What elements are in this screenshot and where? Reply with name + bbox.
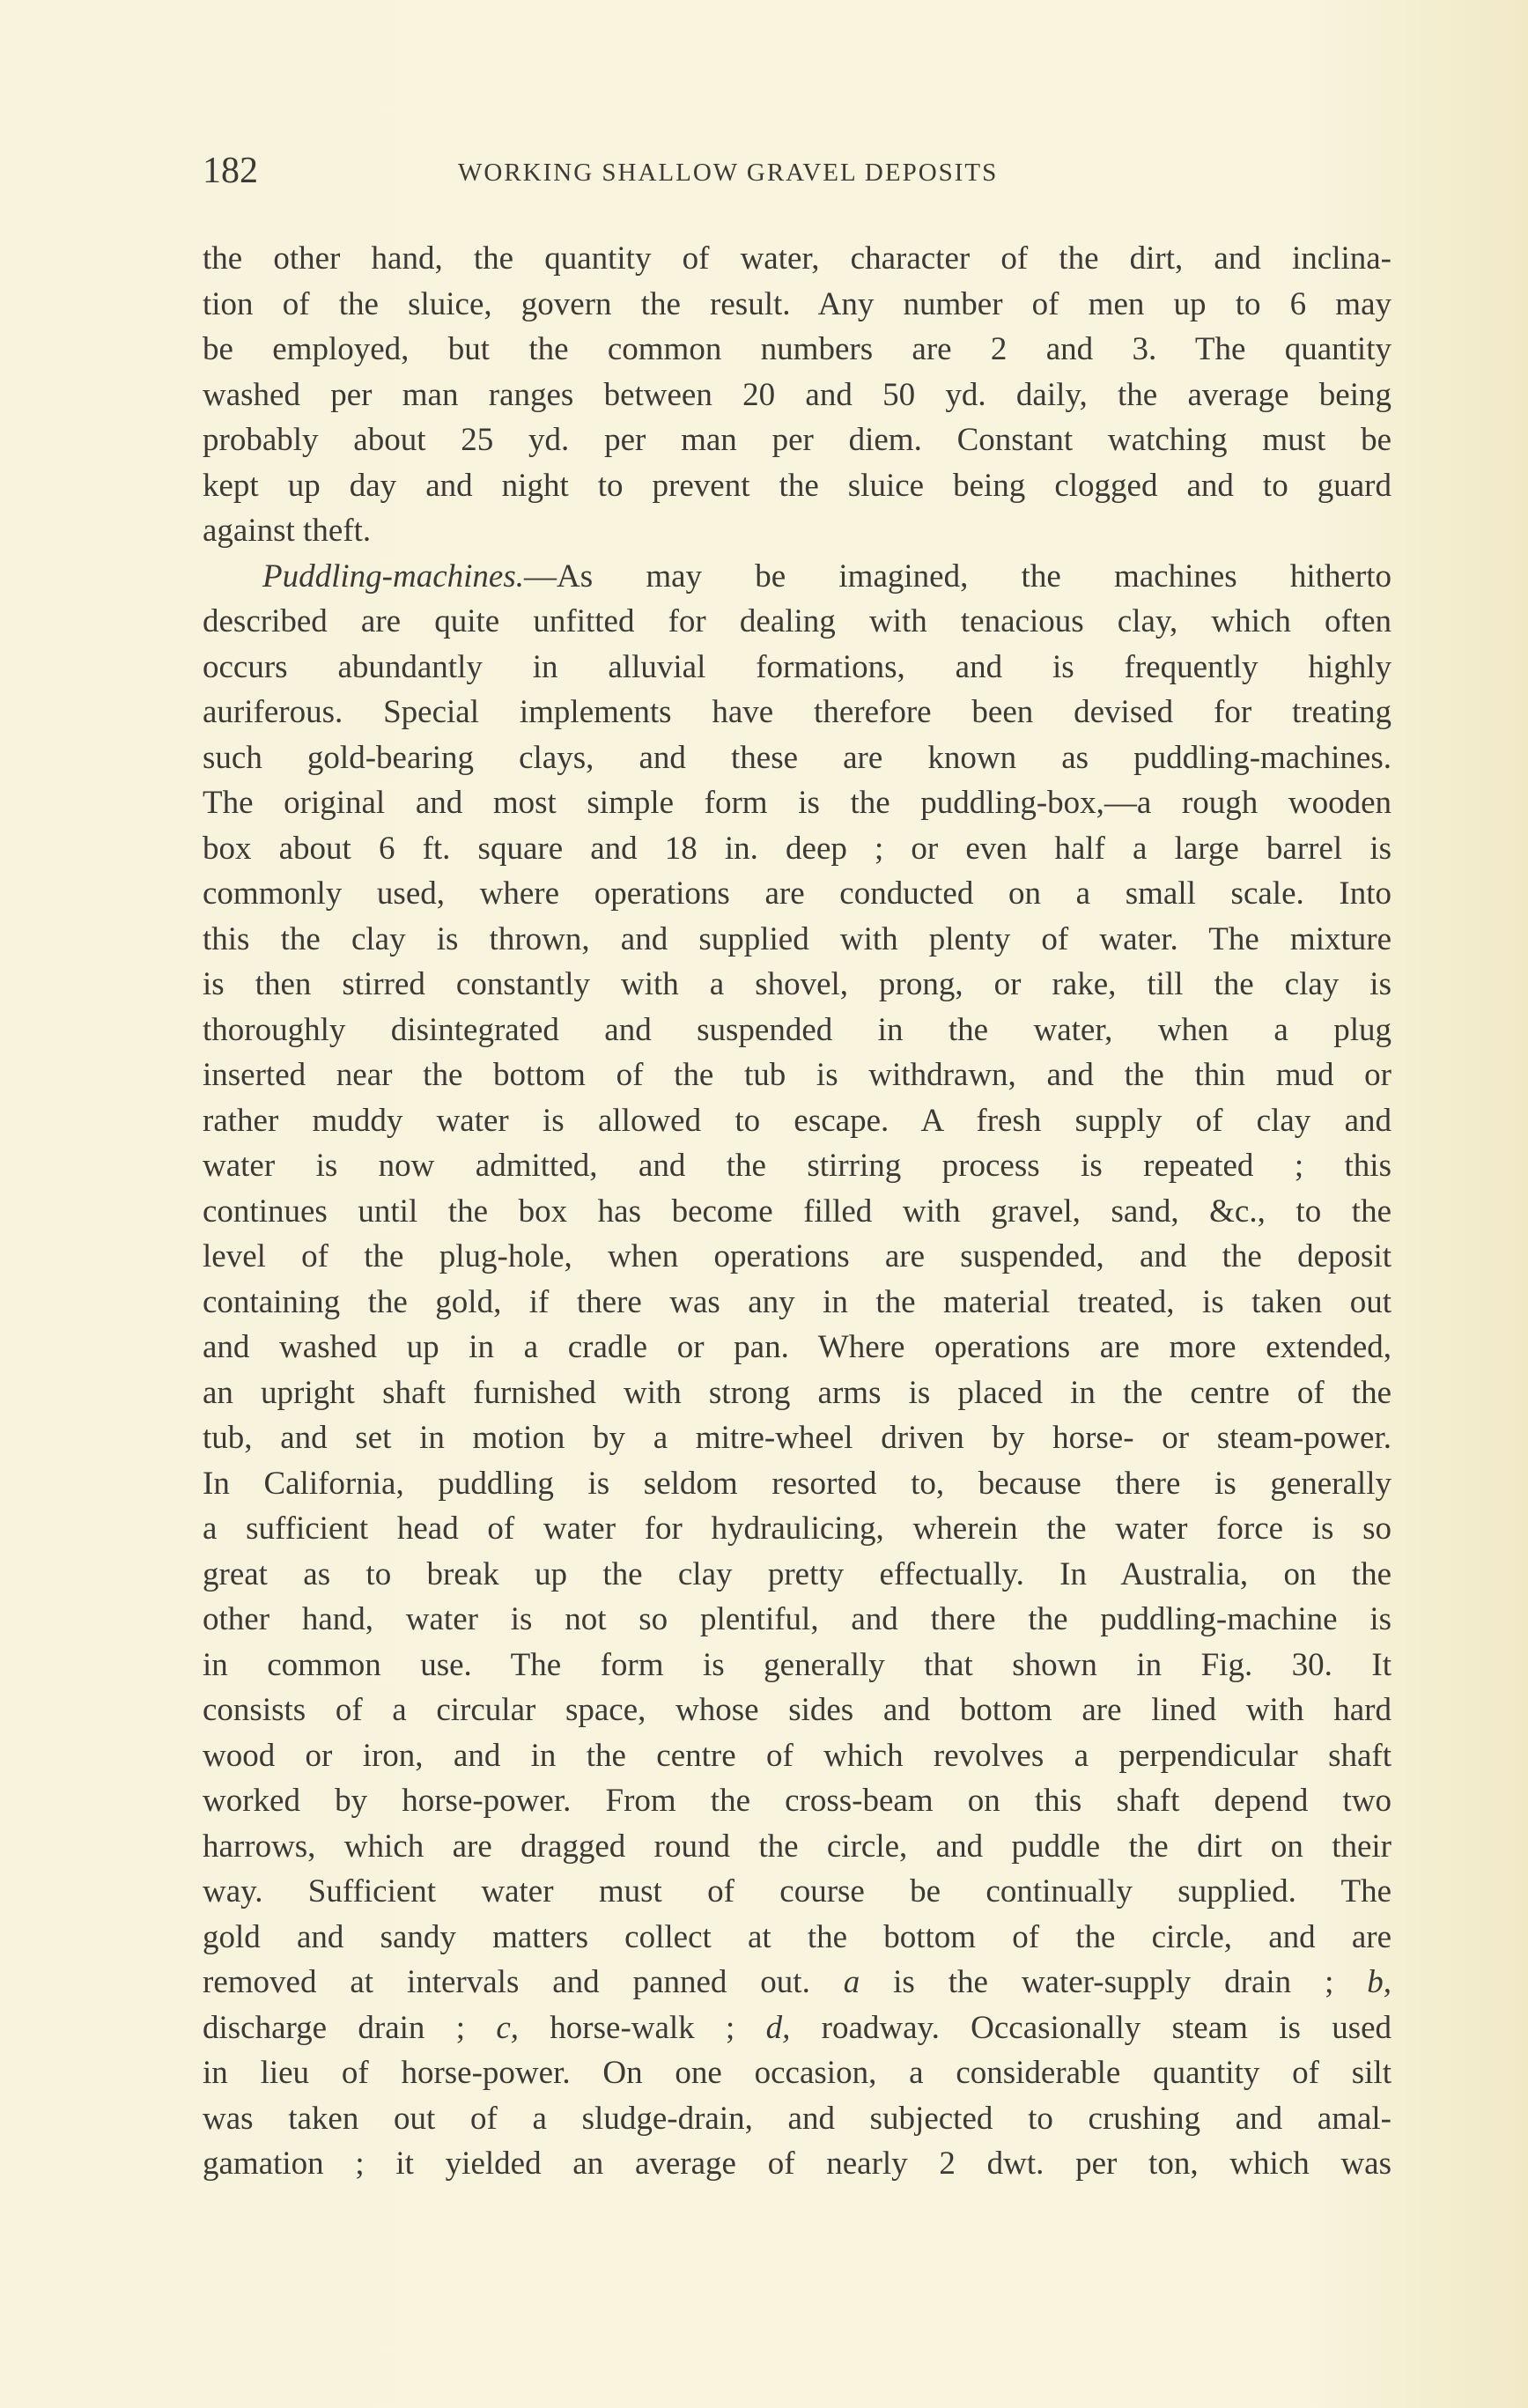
text-line-content [262, 554, 1391, 600]
text-line-content: continues until the box has become filled with gravel, sand, &c., to the [203, 1193, 1391, 1230]
text-line [203, 780, 1391, 826]
text-line [203, 1778, 1391, 1824]
text-line-content: described are quite unfitted for dealing with tenacious clay, which often [203, 603, 1391, 639]
text-line-content: tub, and set in motion by a mitre-wheel driven by horse- or steam-power. [203, 1420, 1391, 1456]
text-line [203, 463, 1391, 509]
text-line-content: wood or iron, and in the centre of which revolves a perpendicular shaft [203, 1737, 1391, 1774]
text-segment: —As may be imagined, the machines hitherto [523, 558, 1391, 595]
body-text [203, 236, 1391, 2187]
text-line [203, 917, 1391, 963]
text-line [203, 1189, 1391, 1235]
text-line [203, 2096, 1391, 2142]
text-line [203, 962, 1391, 1008]
text-line-content: gold and sandy matters collect at the bottom of the circle, and are [203, 1918, 1391, 1955]
text-line [203, 1915, 1391, 1961]
text-line [203, 1098, 1391, 1144]
text-line-content: harrows, which are dragged round the circle, and puddle the dirt on their [203, 1828, 1391, 1865]
text-segment: discharge drain ; [203, 2009, 497, 2046]
text-line [203, 1280, 1391, 1326]
text-line-content: such gold-bearing clays, and these are known as puddling-machines. [203, 739, 1391, 776]
text-line-content: occurs abundantly in alluvial formations, and is frequently highly [203, 648, 1391, 685]
text-segment: roadway. Occasionally steam is used [790, 2009, 1392, 2046]
text-line [203, 1008, 1391, 1053]
text-line-content: way. Sufficient water must of course be continually supplied. The [203, 1873, 1391, 1909]
text-line [203, 1234, 1391, 1280]
text-line-content: a sufficient head of water for hydraulicing, wherein the water force is so [203, 1511, 1391, 1547]
text-line-content: be employed, but the common numbers are 2 and 3. The quantity [203, 331, 1391, 367]
text-line [203, 1053, 1391, 1098]
text-line [203, 2141, 1391, 2187]
text-line-content: and washed up in a cradle or pan. Where operations are more extended, [203, 1329, 1391, 1365]
running-title: WORKING SHALLOW GRAVEL DEPOSITS [458, 159, 999, 187]
text-line-content: rather muddy water is allowed to escape. A fresh supply of clay and [203, 1102, 1391, 1139]
text-line [203, 1461, 1391, 1507]
text-line [203, 1824, 1391, 1870]
text-line [203, 826, 1391, 872]
text-line [203, 1960, 1391, 2005]
text-line [203, 1869, 1391, 1915]
text-segment: is the water-supply drain ; [860, 1964, 1368, 2000]
text-line [203, 1143, 1391, 1189]
italic-text: a [843, 1964, 860, 2000]
text-line-content: The original and most simple form is the puddling-box,—a rough wooden [203, 785, 1391, 821]
text-line [203, 1688, 1391, 1733]
text-line-content: other hand, water is not so plentiful, and there the puddling-machine is [203, 1601, 1391, 1637]
text-line-content: the other hand, the quantity of water, character of the dirt, and inclina- [203, 240, 1391, 277]
text-line-content: kept up day and night to prevent the sluice being clogged and to guard [203, 467, 1391, 504]
text-line [203, 1733, 1391, 1779]
text-line-content: in lieu of horse-power. On one occasion, a considerable quantity of silt [203, 2055, 1391, 2091]
text-line-content: containing the gold, if there was any in the material treated, is taken out [203, 1283, 1391, 1320]
page-number: 182 [203, 151, 258, 191]
text-line-content: worked by horse-power. From the cross-beam on this shaft depend two [203, 1783, 1391, 1819]
text-segment: removed at intervals and panned out. [203, 1964, 844, 2000]
text-line-content: gamation ; it yielded an average of nearly 2 dwt. per ton, which was [203, 2146, 1391, 2182]
text-line [203, 282, 1391, 328]
text-segment: horse-walk ; [519, 2009, 766, 2046]
text-line-content: against theft. [203, 513, 372, 549]
text-line-content: an upright shaft furnished with strong arms is placed in the centre of the [203, 1374, 1391, 1411]
text-line-content: In California, puddling is seldom resorted to, because there is generally [203, 1465, 1391, 1502]
text-line-content: washed per man ranges between 20 and 50 yd. daily, the average being [203, 376, 1391, 413]
text-line [203, 417, 1391, 463]
text-line-content: is then stirred constantly with a shovel, prong, or rake, till the clay is [203, 966, 1391, 1002]
text-line [203, 1370, 1391, 1416]
text-line-content: tion of the sluice, govern the result. Any number of men up to 6 may [203, 285, 1391, 322]
text-line-content [203, 2005, 1391, 2051]
text-line [203, 1597, 1391, 1643]
text-line [203, 373, 1391, 418]
text-line-content: great as to break up the clay pretty effectually. In Australia, on the [203, 1555, 1391, 1592]
text-line-content: inserted near the bottom of the tub is withdrawn, and the thin mud or [203, 1057, 1391, 1093]
text-line [203, 599, 1391, 645]
text-line [203, 2005, 1391, 2051]
text-line-content: commonly used, where operations are conducted on a small scale. Into [203, 875, 1391, 912]
text-line-content [203, 1960, 1391, 2005]
text-line-content: thoroughly disintegrated and suspended in the water, when a plug [203, 1011, 1391, 1048]
text-line-content: water is now admitted, and the stirring process is repeated ; this [203, 1148, 1391, 1184]
text-line-content: this the clay is thrown, and supplied with plenty of water. The mixture [203, 920, 1391, 957]
italic-text: Puddling-machines. [262, 558, 524, 595]
italic-text: c, [496, 2009, 519, 2046]
text-line [203, 554, 1391, 600]
text-line-content: probably about 25 yd. per man per diem. Constant watching must be [203, 422, 1391, 458]
text-line-content: auriferous. Special implements have therefore been devised for treating [203, 694, 1391, 730]
italic-text: d, [765, 2009, 791, 2046]
text-line-content: consists of a circular space, whose sides and bottom are lined with hard [203, 1692, 1391, 1728]
text-line-content: was taken out of a sludge-drain, and subjected to crushing and amal- [203, 2100, 1391, 2137]
text-line [203, 1325, 1391, 1370]
text-line-content: level of the plug-hole, when operations are suspended, and the deposit [203, 1238, 1391, 1274]
text-line [203, 1415, 1391, 1461]
text-line [203, 236, 1391, 282]
text-line [203, 690, 1391, 735]
text-line [203, 508, 1391, 554]
text-line [203, 735, 1391, 781]
text-line [203, 1643, 1391, 1688]
text-line [203, 1506, 1391, 1552]
text-line-content: box about 6 ft. square and 18 in. deep ; or even half a large barrel is [203, 830, 1391, 867]
text-line [203, 645, 1391, 691]
text-line [203, 1552, 1391, 1598]
text-line [203, 2050, 1391, 2096]
italic-text: b, [1367, 1964, 1391, 2000]
text-line [203, 327, 1391, 373]
text-line [203, 871, 1391, 917]
text-line-content: in common use. The form is generally that shown in Fig. 30. It [203, 1646, 1391, 1683]
